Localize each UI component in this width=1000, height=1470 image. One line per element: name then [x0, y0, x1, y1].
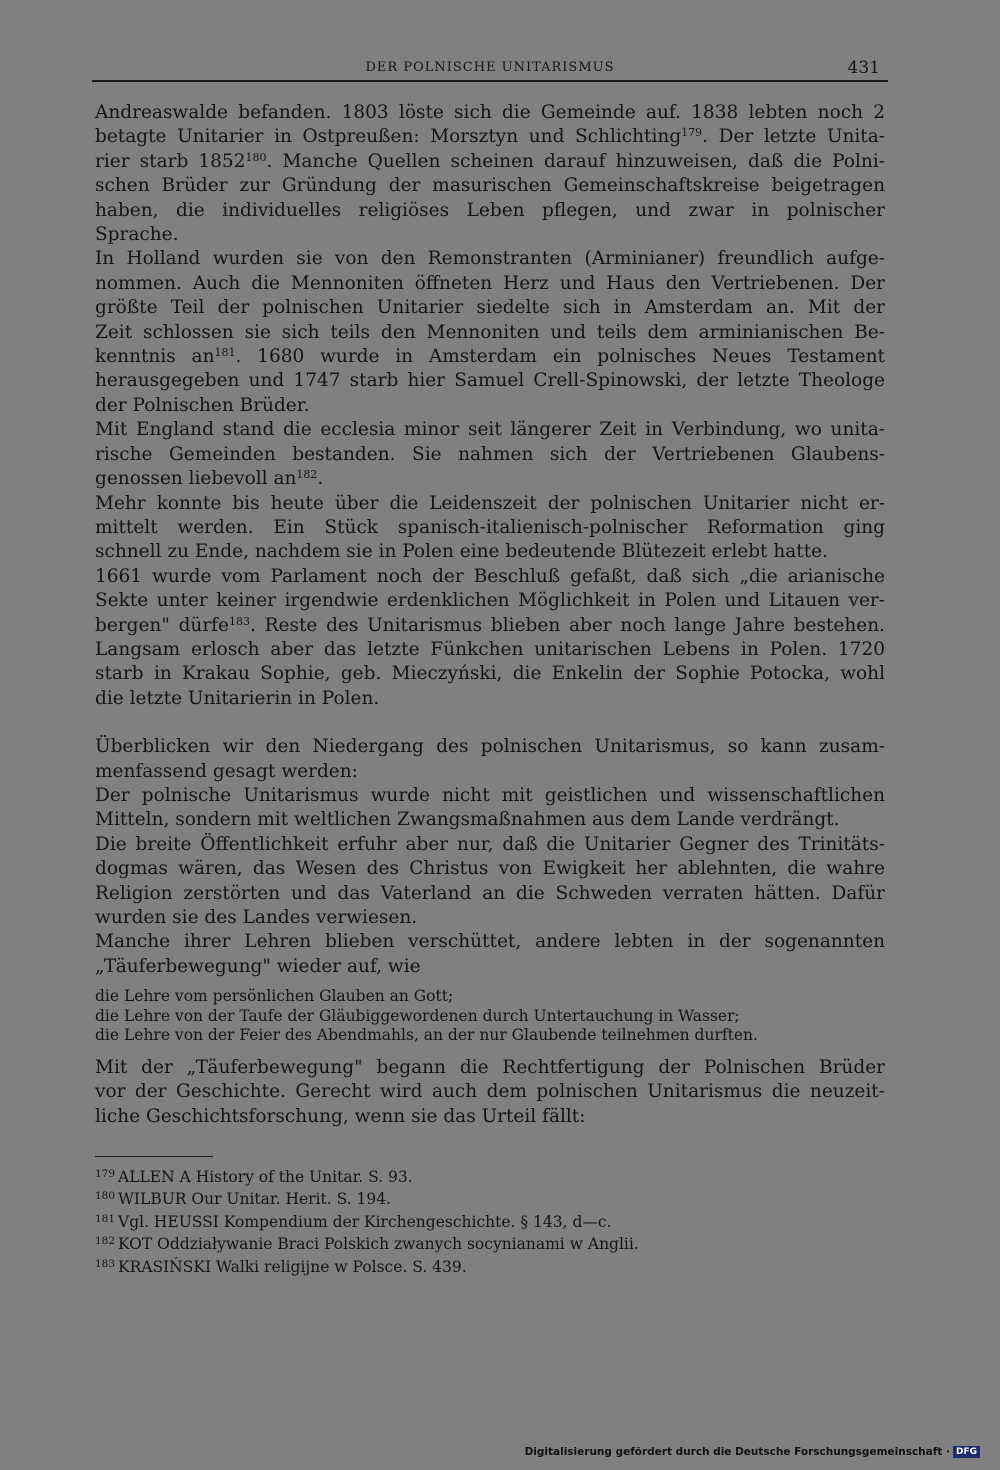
footnote-text: KRASIŃSKI Walki religijne w Polsce. S. 439.: [118, 1257, 467, 1276]
footnote-text: ALLEN A History of the Unitar. S. 93.: [118, 1168, 413, 1186]
paragraph: [95, 833, 885, 931]
text-line: Langsam erlosch aber das letzte Fünkchen unitarischen Lebens in Polen. 1720: [95, 638, 885, 660]
text-line: betagte Unitarier in Ostpreußen: Morsztyn und Schlichting$^{179}$. Der letzte Unita-: [95, 126, 885, 148]
digitization-credit: [525, 1446, 980, 1458]
footnotes: [95, 1165, 885, 1277]
paragraph: [95, 1056, 885, 1129]
text-line: Mehr konnte bis heute über die Leidenszeit der polnischen Unitarier nicht er-: [95, 492, 885, 514]
paragraph: [95, 565, 885, 711]
list-item: die Lehre vom persönlichen Glauben an Gott;: [95, 987, 454, 1006]
text-line: wurden sie des Landes verwiesen.: [95, 907, 418, 928]
paragraph-gap: [95, 711, 885, 735]
body-text: [95, 101, 885, 1129]
text-line: Sekte unter keiner irgendwie erdenklichen Möglichkeit in Polen und Litauen ver-: [95, 590, 885, 612]
text-line: 1661 wurde vom Parlament noch der Beschluß gefaßt, daß sich „die arianische: [95, 565, 885, 587]
paragraph: [95, 735, 885, 784]
paragraph: [95, 247, 885, 418]
text-line: dogmas wären, das Wesen des Christus von Ewigkeit her ablehnten, die wahre: [95, 858, 885, 880]
credit-text: Digitalisierung gefördert durch die Deutsche Forschungsgemeinschaft ·: [524, 1446, 950, 1458]
header-rule: [92, 80, 888, 82]
footnote-number: 181: [95, 1212, 116, 1225]
footnote-ref: 179: [681, 126, 703, 140]
text-line: mittelt werden. Ein Stück spanisch-italienisch-polnischer Reformation ging: [95, 516, 885, 538]
text-line: genossen liebevoll $an^{182}$.: [95, 468, 324, 490]
text-line: Mit England stand die ecclesia minor seit längerer Zeit in Verbindung, wo unita-: [95, 419, 885, 441]
footnote-ref: 183: [228, 614, 250, 628]
footnote-text: Vgl. HEUSSI Kompendium der Kirchengeschichte. § 143, d—c.: [118, 1212, 612, 1231]
footnote-rule: [95, 1156, 213, 1157]
footnote-ref: 180: [245, 150, 267, 164]
dfg-logo: DFG: [953, 1446, 980, 1458]
text-line: liche Geschichtsforschung, wenn sie das Urteil fällt:: [95, 1105, 586, 1127]
text-line: der Polnischen Brüder.: [95, 394, 310, 416]
text-line: menfassend gesagt werden:: [95, 760, 358, 782]
footnote: [95, 1165, 885, 1187]
text-line: herausgegeben und 1747 starb hier Samuel Crell-Spinowski, der letzte Theologe: [95, 370, 885, 392]
text-line: schen Brüder zur Gründung der masurischen Gemeinschaftskreise beigetragen: [95, 175, 885, 197]
footnote-number: 182: [95, 1235, 116, 1248]
paragraph: [95, 418, 885, 491]
text-line: Mitteln, sondern mit weltlichen Zwangsmaßnahmen aus dem Lande verdrängt.: [95, 809, 840, 831]
text-line: rier starb 1852$^{180}$. Manche Quellen scheinen darauf hinzuweisen, daß die Polni-: [95, 150, 885, 172]
text-line: nommen. Auch die Mennoniten öffneten Herz und Haus den Vertriebenen. Der: [95, 272, 885, 294]
footnote-text: WILBUR Our Unitar. Herit. S. 194.: [118, 1190, 392, 1209]
list-item: die Lehre von der Taufe der Gläubiggewordenen durch Untertauchung in Wasser;: [95, 1006, 740, 1025]
text-line: Manche ihrer Lehren blieben verschüttet, andere lebten in der sogenannten: [95, 931, 885, 953]
paragraph: [95, 930, 885, 979]
text-line: starb in Krakau Sophie, geb. Mieczyński, die Enkelin der Sophie Potocka, wohl: [95, 663, 885, 685]
list-item: die Lehre von der Feier des Abendmahls, an der nur Glaubende teilnehmen durften.: [95, 1026, 758, 1045]
footnote: [95, 1187, 885, 1209]
header-title: DER POLNISCHE UNITARISMUS: [365, 60, 615, 75]
text-line: bergen" dürfe$^{183}$. Reste des Unitarismus blieben aber noch lange Jahre bestehen.: [95, 614, 885, 636]
text-line: haben, die individuelles religiöses Leben pflegen, und zwar in polnischer: [95, 199, 885, 221]
footnote-number: 183: [95, 1257, 116, 1270]
paragraph: [95, 784, 885, 833]
text-line: Überblicken wir den Niedergang des polnischen Unitarismus, so kann zusam-: [95, 736, 885, 758]
text-line: In Holland wurden sie von den Remonstranten (Arminianer) freundlich aufge-: [95, 248, 885, 270]
text-line: „Täuferbewegung" wieder auf, wie: [95, 955, 421, 977]
paragraph: [95, 492, 885, 565]
text-line: Der polnische Unitarismus wurde nicht mit geistlichen und wissenschaftlichen: [95, 784, 885, 806]
footnote-ref: 182: [296, 468, 318, 482]
footnote: [95, 1210, 885, 1232]
text-line: Die breite Öffentlichkeit erfuhr aber nur, daß die Unitarier Gegner des Trinitäts-: [95, 833, 885, 855]
footnote: [95, 1232, 885, 1254]
text-line: Mit der „Täuferbewegung" begann die Rechtfertigung der Polnischen Brüder: [95, 1056, 885, 1078]
paragraph: [95, 101, 885, 247]
text-line: schnell zu Ende, nachdem sie in Polen eine bedeutende Blütezeit erlebt hatte.: [95, 541, 829, 563]
page-number: 431: [847, 58, 880, 78]
footnote: [95, 1255, 885, 1277]
text-line: Religion zerstörten und das Vaterland an die Schweden verraten hätten. Dafür: [95, 882, 885, 904]
footnote-text: KOT Oddziaływanie Braci Polskich zwanych socynianami w Anglii.: [118, 1235, 639, 1254]
text-line: Sprache.: [95, 224, 179, 246]
text-line: kenntnis $an^{181}$. 1680 wurde in Amsterdam ein polnisches Neues Testament: [95, 346, 885, 368]
text-line: vor der Geschichte. Gerecht wird auch dem polnischen Unitarismus die neuzeit-: [95, 1081, 885, 1103]
text-line: Zeit schlossen sie sich teils den Mennoniten und teils dem arminianischen Be-: [95, 321, 885, 343]
text-line: größte Teil der polnischen Unitarier siedelte sich in Amsterdam an. Mit der: [95, 297, 885, 319]
running-header: [92, 58, 888, 82]
footnote-number: 180: [95, 1190, 116, 1203]
footnote-ref: 181: [214, 346, 236, 360]
text-line: die letzte Unitarierin in Polen.: [95, 687, 380, 709]
text-line: rische Gemeinden bestanden. Sie nahmen sich der Vertriebenen Glaubens-: [95, 443, 885, 465]
doctrine-list: [95, 987, 885, 1046]
footnote-number: 179: [95, 1168, 116, 1180]
text-line: Andreaswalde befanden. 1803 löste sich die Gemeinde auf. 1838 lebten noch 2: [95, 102, 885, 123]
